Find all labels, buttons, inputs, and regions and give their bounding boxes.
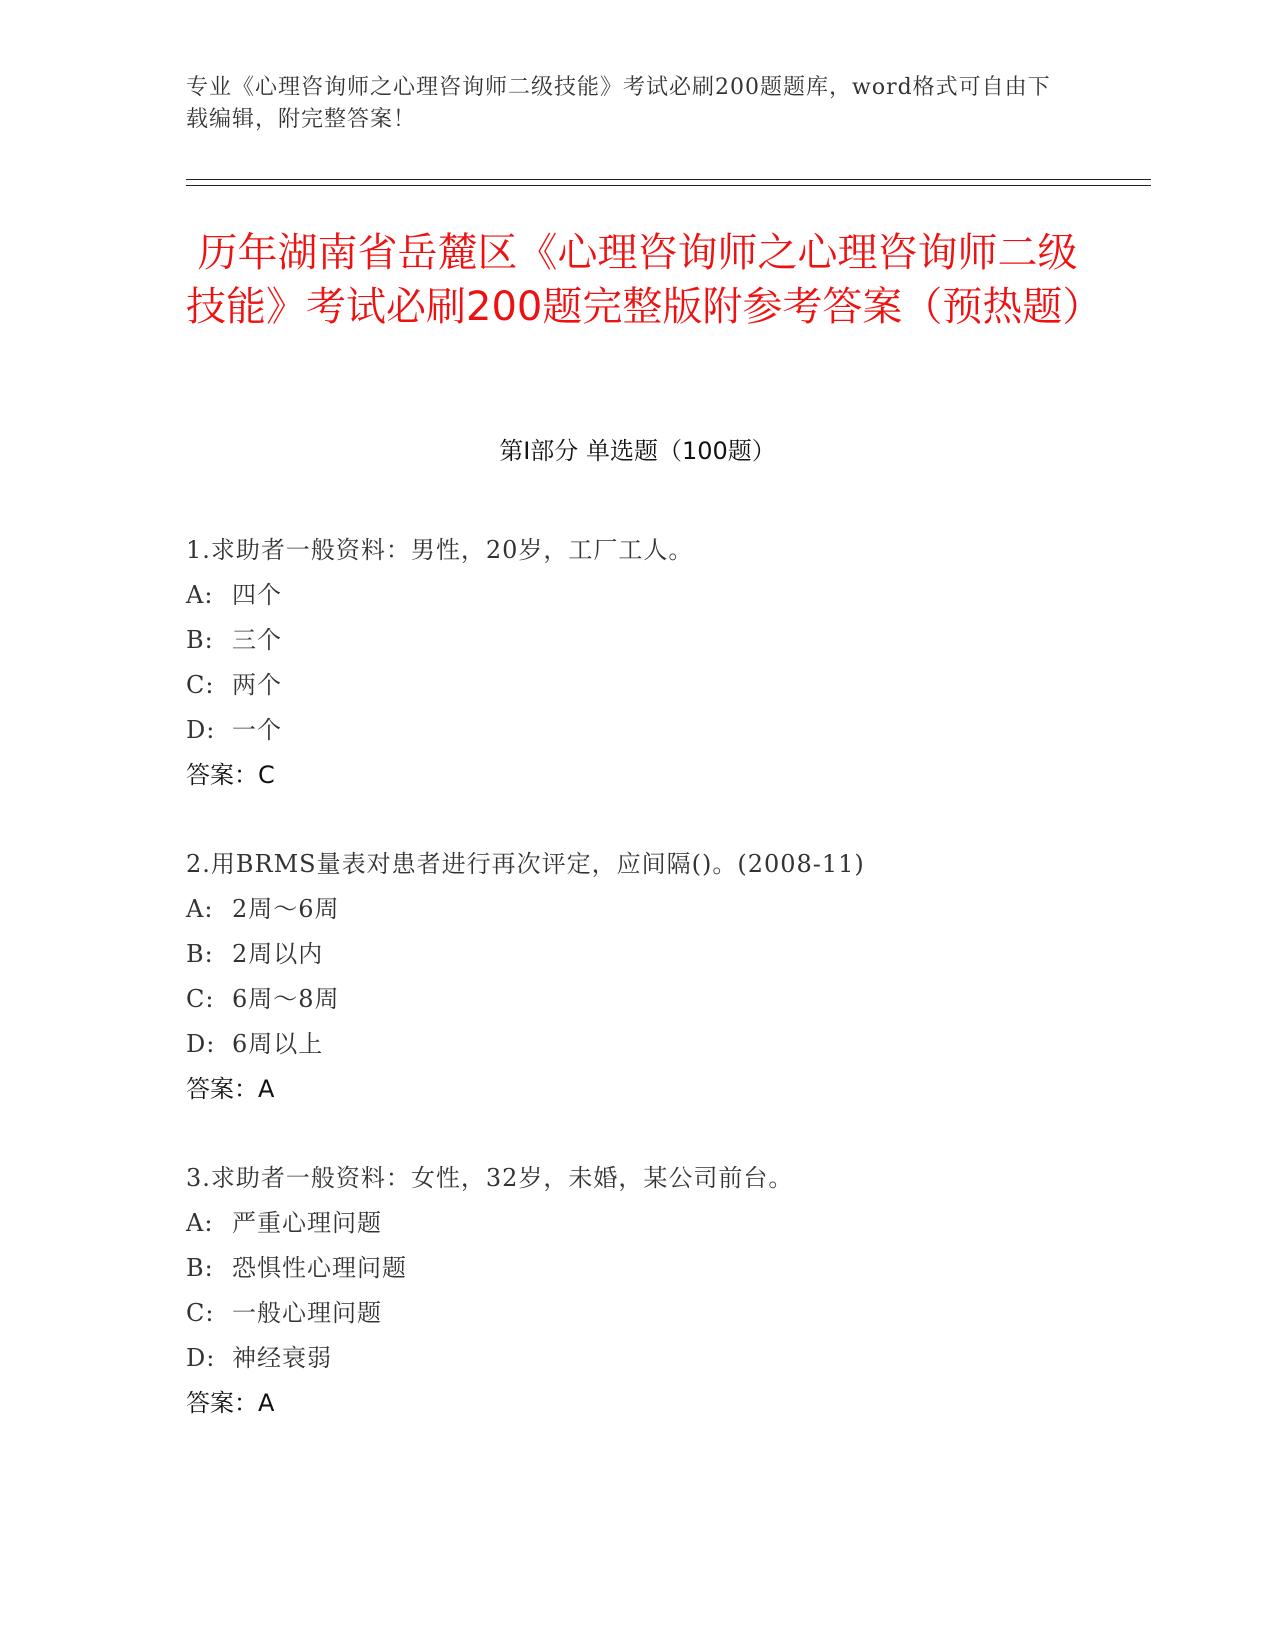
question-1: [186, 528, 1146, 798]
option-letter: B:: [186, 1254, 214, 1282]
option-text: 严重心理问题: [232, 1209, 382, 1237]
option-a: [186, 573, 1146, 618]
option-text: 6周以上: [232, 1030, 324, 1058]
option-c: [186, 663, 1146, 708]
section-title: 第Ⅰ部分 单选题（100题）: [499, 437, 776, 465]
option-letter: D:: [186, 1344, 216, 1372]
option-letter: B:: [186, 626, 214, 654]
option-a: [186, 887, 1146, 932]
question-stem: 1.求助者一般资料：男性，20岁，工厂工人。: [186, 536, 694, 564]
option-a: [186, 1201, 1146, 1246]
answer-line: 答案：A: [186, 1075, 275, 1103]
option-b: [186, 1246, 1146, 1291]
document-title: 历年湖南省岳麓区《心理咨询师之心理咨询师二级技能》考试必刷200题完整版附参考答案（预热题）: [186, 230, 1103, 330]
option-text: 恐惧性心理问题: [232, 1254, 407, 1282]
option-d: [186, 708, 1146, 753]
option-text: 神经衰弱: [232, 1344, 332, 1372]
option-letter: C:: [186, 671, 215, 699]
option-letter: A:: [186, 895, 214, 923]
question-stem: 3.求助者一般资料：女性，32岁，未婚，某公司前台。: [186, 1164, 794, 1192]
option-c: [186, 977, 1146, 1022]
option-text: 2周～6周: [232, 895, 340, 923]
option-letter: D:: [186, 1030, 216, 1058]
option-text: 两个: [232, 671, 282, 699]
option-text: 2周以内: [232, 940, 324, 968]
option-letter: C:: [186, 1299, 215, 1327]
option-letter: D:: [186, 716, 216, 744]
option-b: [186, 932, 1146, 977]
option-letter: C:: [186, 985, 215, 1013]
header-divider-top: [186, 179, 1151, 180]
header-divider-bottom: [186, 185, 1151, 186]
option-text: 一般心理问题: [232, 1299, 382, 1327]
option-b: [186, 618, 1146, 663]
option-d: [186, 1022, 1146, 1067]
option-text: 四个: [232, 581, 282, 609]
answer-line: 答案：A: [186, 1389, 275, 1417]
header-note: 专业《心理咨询师之心理咨询师二级技能》考试必刷200题题库，word格式可自由下载编辑，附完整答案！: [186, 75, 1051, 132]
option-text: 一个: [232, 716, 282, 744]
option-letter: A:: [186, 581, 214, 609]
option-d: [186, 1336, 1146, 1381]
question-list: [186, 528, 1146, 1470]
question-stem: 2.用BRMS量表对患者进行再次评定，应间隔()。(2008-11): [186, 850, 865, 878]
option-letter: A:: [186, 1209, 214, 1237]
question-3: [186, 1156, 1146, 1426]
option-text: 6周～8周: [232, 985, 340, 1013]
question-2: [186, 842, 1146, 1112]
option-letter: B:: [186, 940, 214, 968]
option-c: [186, 1291, 1146, 1336]
option-text: 三个: [232, 626, 282, 654]
answer-line: 答案：C: [186, 761, 275, 789]
